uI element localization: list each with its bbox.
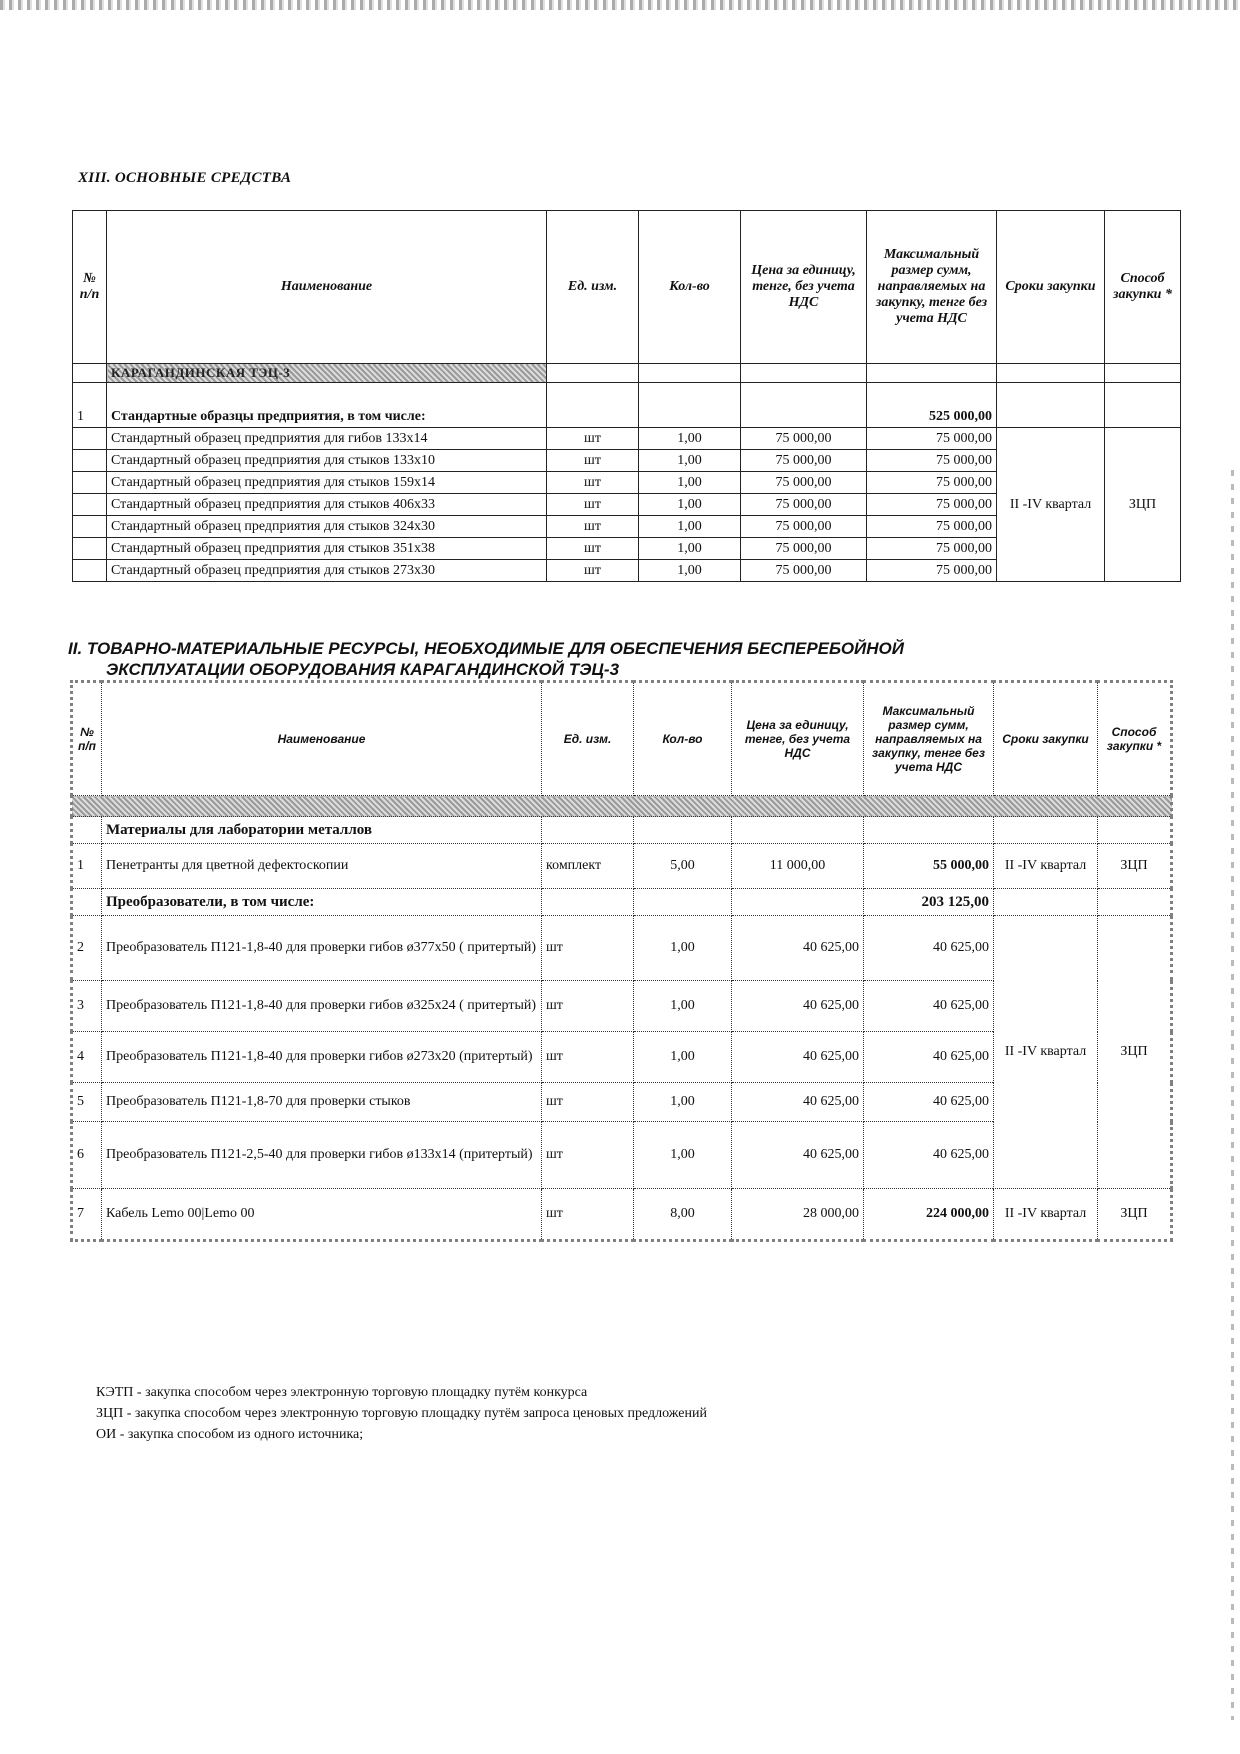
item-unit: шт [542, 916, 634, 981]
footnote-oi: ОИ - закупка способом из одного источника; [96, 1427, 364, 1442]
item-name: Стандартный образец предприятия для стыков 324х30 [107, 516, 547, 538]
item-qty: 1,00 [639, 450, 741, 472]
org-name: КАРАГАНДИНСКАЯ ТЭЦ-3 [107, 364, 547, 383]
item-qty: 1,00 [639, 428, 741, 450]
item-sum: 75 000,00 [867, 560, 997, 582]
item-name: Кабель Lemo 00|Lemo 00 [102, 1189, 542, 1241]
header-name: Наименование [107, 211, 547, 364]
fixed-assets-table [72, 210, 1181, 582]
header-name: Наименование [102, 682, 542, 796]
row-num: 4 [72, 1032, 102, 1083]
item-sum: 75 000,00 [867, 450, 997, 472]
item-qty: 1,00 [639, 560, 741, 582]
table-row [72, 1189, 1172, 1241]
item-sum: 40 625,00 [864, 1083, 994, 1122]
item-price: 75 000,00 [741, 516, 867, 538]
item-unit: шт [547, 494, 639, 516]
item-name: Преобразователь П121-1,8-40 для проверки гибов ø325х24 ( притертый) [102, 981, 542, 1032]
header-num: № п/п [73, 211, 107, 364]
item-name: Преобразователь П121-1,8-70 для проверки стыков [102, 1083, 542, 1122]
item-price: 40 625,00 [732, 981, 864, 1032]
item-price: 40 625,00 [732, 1032, 864, 1083]
section-2-title [68, 638, 1028, 680]
item-unit: шт [547, 428, 639, 450]
header-qty: Кол-во [634, 682, 732, 796]
item-name: Стандартный образец предприятия для стыков 273х30 [107, 560, 547, 582]
header-qty: Кол-во [639, 211, 741, 364]
item-sum: 224 000,00 [864, 1189, 994, 1241]
subgroup-row [72, 889, 1172, 916]
header-period: Сроки закупки [994, 682, 1098, 796]
item-price: 75 000,00 [741, 450, 867, 472]
item-name: Преобразователь П121-1,8-40 для проверки гибов ø377х50 ( притертый) [102, 916, 542, 981]
item-price: 75 000,00 [741, 560, 867, 582]
method-cell: ЗЦП [1098, 844, 1172, 889]
item-sum: 55 000,00 [864, 844, 994, 889]
period-cell: II -IV квартал [994, 916, 1098, 1189]
item-name: Стандартный образец предприятия для стыков 406х33 [107, 494, 547, 516]
org-row [73, 364, 1181, 383]
item-name: Стандартный образец предприятия для стыков 159х14 [107, 472, 547, 494]
item-price: 75 000,00 [741, 472, 867, 494]
method-cell: ЗЦП [1098, 1189, 1172, 1241]
footnote-zcp: ЗЦП - закупка способом через электронную торговую площадку путём запроса ценовых предложений [96, 1406, 707, 1421]
org-row-spacer [73, 364, 107, 383]
item-unit: шт [542, 1189, 634, 1241]
category-name: Материалы для лаборатории металлов [102, 817, 542, 844]
item-qty: 1,00 [634, 1032, 732, 1083]
item-name: Пенетранты для цветной дефектоскопии [102, 844, 542, 889]
item-sum: 75 000,00 [867, 538, 997, 560]
group-num: 1 [73, 383, 107, 428]
item-price: 28 000,00 [732, 1189, 864, 1241]
header-price: Цена за единицу, тенге, без учета НДС [741, 211, 867, 364]
row-num: 5 [72, 1083, 102, 1122]
table-row [72, 916, 1172, 981]
item-unit: шт [547, 472, 639, 494]
item-qty: 1,00 [634, 916, 732, 981]
materials-table [70, 680, 1173, 1242]
row-num: 2 [72, 916, 102, 981]
row-num: 3 [72, 981, 102, 1032]
period-cell: II -IV квартал [997, 428, 1105, 582]
item-sum: 75 000,00 [867, 516, 997, 538]
header-unit: Ед. изм. [547, 211, 639, 364]
group-name: Стандартные образцы предприятия, в том числе: [107, 383, 547, 428]
item-qty: 1,00 [634, 981, 732, 1032]
table-header-row [72, 682, 1172, 796]
item-unit: шт [547, 516, 639, 538]
item-unit: шт [547, 538, 639, 560]
item-unit: комплект [542, 844, 634, 889]
row-num: 1 [72, 844, 102, 889]
item-price: 40 625,00 [732, 1083, 864, 1122]
item-qty: 1,00 [639, 538, 741, 560]
header-price: Цена за единицу, тенге, без учета НДС [732, 682, 864, 796]
item-price: 40 625,00 [732, 916, 864, 981]
item-name: Стандартный образец предприятия для стыков 133х10 [107, 450, 547, 472]
scan-noise-top [0, 0, 1240, 10]
header-max-sum: Максимальный размер сумм, направляемых на закупку, тенге без учета НДС [864, 682, 994, 796]
item-price: 75 000,00 [741, 428, 867, 450]
item-price: 11 000,00 [732, 844, 864, 889]
section-2-title-line-2: ЭКСПЛУАТАЦИИ ОБОРУДОВАНИЯ КАРАГАНДИНСКОЙ ТЭЦ-3 [106, 660, 620, 679]
item-unit: шт [542, 1083, 634, 1122]
table-row [73, 428, 1181, 450]
method-cell: ЗЦП [1098, 916, 1172, 1189]
category-row [72, 817, 1172, 844]
item-sum: 40 625,00 [864, 916, 994, 981]
item-name: Преобразователь П121-1,8-40 для проверки гибов ø273х20 (притертый) [102, 1032, 542, 1083]
item-sum: 40 625,00 [864, 1032, 994, 1083]
item-price: 40 625,00 [732, 1122, 864, 1189]
item-unit: шт [547, 450, 639, 472]
header-max-sum: Максимальный размер сумм, направляемых на закупку, тенге без учета НДС [867, 211, 997, 364]
subgroup-total: 203 125,00 [864, 889, 994, 916]
row-num: 7 [72, 1189, 102, 1241]
item-qty: 1,00 [639, 516, 741, 538]
item-qty: 1,00 [634, 1083, 732, 1122]
item-name: Стандартный образец предприятия для гибов 133х14 [107, 428, 547, 450]
header-method: Способ закупки * [1098, 682, 1172, 796]
period-cell: II -IV квартал [994, 844, 1098, 889]
item-qty: 1,00 [639, 494, 741, 516]
group-row [73, 383, 1181, 428]
group-total: 525 000,00 [867, 383, 997, 428]
method-cell: ЗЦП [1105, 428, 1181, 582]
header-unit: Ед. изм. [542, 682, 634, 796]
table-header-row [73, 211, 1181, 364]
item-name: Стандартный образец предприятия для стыков 351х38 [107, 538, 547, 560]
item-unit: шт [542, 981, 634, 1032]
section-2-title-line-1: II. ТОВАРНО-МАТЕРИАЛЬНЫЕ РЕСУРСЫ, НЕОБХОДИМЫЕ ДЛЯ ОБЕСПЕЧЕНИЯ БЕСПЕРЕБОЙНОЙ [68, 639, 904, 658]
footnote-ketp: КЭТП - закупка способом через электронную торговую площадку путём конкурса [96, 1385, 588, 1400]
item-price: 75 000,00 [741, 538, 867, 560]
item-sum: 75 000,00 [867, 494, 997, 516]
footnotes [96, 1382, 707, 1445]
item-sum: 75 000,00 [867, 472, 997, 494]
row-num: 6 [72, 1122, 102, 1189]
item-unit: шт [547, 560, 639, 582]
item-qty: 1,00 [634, 1122, 732, 1189]
scan-noise-right [1231, 470, 1234, 1720]
item-sum: 40 625,00 [864, 1122, 994, 1189]
period-cell: II -IV квартал [994, 1189, 1098, 1241]
item-qty: 1,00 [639, 472, 741, 494]
subgroup-name: Преобразователи, в том числе: [102, 889, 542, 916]
item-sum: 40 625,00 [864, 981, 994, 1032]
table-row [72, 844, 1172, 889]
section-1-title: XIII. ОСНОВНЫЕ СРЕДСТВА [78, 170, 292, 186]
item-name: Преобразователь П121-2,5-40 для проверки гибов ø133х14 (притертый) [102, 1122, 542, 1189]
item-sum: 75 000,00 [867, 428, 997, 450]
header-period: Сроки закупки [997, 211, 1105, 364]
header-num: № п/п [72, 682, 102, 796]
item-unit: шт [542, 1032, 634, 1083]
item-qty: 8,00 [634, 1189, 732, 1241]
item-qty: 5,00 [634, 844, 732, 889]
item-price: 75 000,00 [741, 494, 867, 516]
shaded-separator-row [72, 796, 1172, 817]
item-unit: шт [542, 1122, 634, 1189]
header-method: Способ закупки * [1105, 211, 1181, 364]
